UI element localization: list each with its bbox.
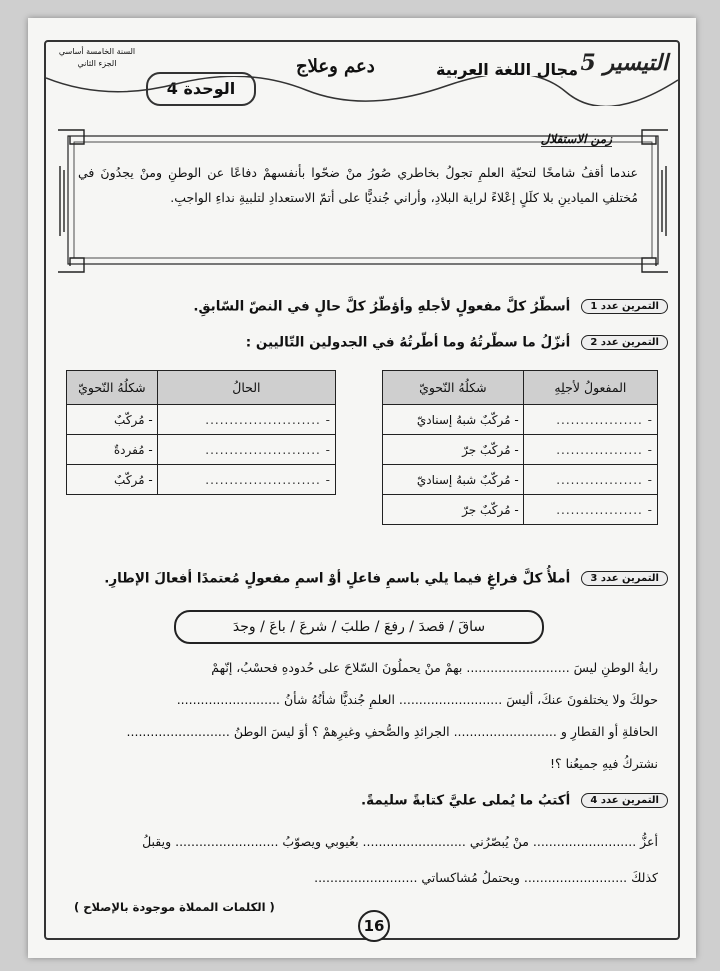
form-cell: - مُفردةٌ (67, 435, 158, 465)
column-header: الحالُ (157, 371, 335, 405)
exercise-2-label: التمرين عدد 2 (581, 335, 668, 350)
exercise-3-instruction: أملأُ كلَّ فراغٍ فيما يلي باسمِ فاعلٍ أوْ اسمِ مفعولٍ مُعتمدًا أفعالَ الإطارِ. (104, 570, 571, 587)
form-cell: - مُركّبٌ جرّ (383, 495, 524, 525)
table-row (383, 495, 658, 525)
exercise-1-instruction: أسطّرُ كلَّ مفعولٍ لأجلهِ وأؤطّرُ كلَّ حالٍ في النصّ السّابقِ. (193, 298, 571, 315)
exercise-2-instruction: أنزّلُ ما سطّرتُهُ وما أطّرتُهُ في الجدولين التّاليين : (245, 334, 571, 351)
answer-cell[interactable]: - ........................ (157, 465, 335, 495)
table-header-row (383, 371, 658, 405)
fill-in-line[interactable]: حولكَ ولا يختلفونَ عنكَ، أليسَ .......................... العلمِ جُنديًّا شأنُهُ شأنُ .......................... (176, 692, 658, 707)
grade-year: السنة الخامسة أساسي (58, 47, 136, 56)
exercise-1 (48, 296, 668, 315)
series-logo: التيسير 5 (580, 50, 668, 76)
column-header: شكلُهُ النّحويّ (383, 371, 524, 405)
column-header: شكلُهُ النّحويّ (67, 371, 158, 405)
form-cell: - مُركّبٌ (67, 405, 158, 435)
table-row (383, 405, 658, 435)
dictation-line[interactable]: كذلكَ .......................... ويحتملُ مُشاكساتي .......................... (314, 870, 658, 885)
exercise-4-label: التمرين عدد 4 (581, 793, 668, 808)
form-cell: - مُركّبٌ شبهُ إسناديّ (383, 465, 524, 495)
table-purpose-object (382, 370, 658, 525)
dictation-line[interactable]: أعزُّ .......................... منْ يُبصّرُني .......................... بعُيوبي ويصوّبُ .......................... ويقبلُ (142, 834, 658, 849)
fill-in-line[interactable]: نشتركُ فيهِ جميعُنا ؟! (550, 756, 658, 771)
passage-title: زمن الاستقلال (540, 132, 612, 146)
exercise-1-label: التمرين عدد 1 (581, 299, 668, 314)
answer-cell[interactable]: - .................. (523, 495, 657, 525)
reading-passage (54, 126, 672, 276)
form-cell: - مُركّبٌ شبهُ إسناديّ (383, 405, 524, 435)
subject-domain: مجال اللغة العربية (436, 60, 578, 79)
fill-in-line[interactable]: الحافلةِ أو القطارِ و .......................... الجرائدِ والصُّحفِ وغيرِهمْ ؟ أوَ ليسَ الوطنُ .......................... (126, 724, 658, 739)
answer-cell[interactable]: - .................. (523, 405, 657, 435)
table-circumstantial (66, 370, 336, 495)
exercise-4 (48, 790, 668, 809)
worksheet-page (28, 18, 696, 958)
answer-cell[interactable]: - .................. (523, 465, 657, 495)
grade-info (52, 46, 142, 70)
answer-cell[interactable]: - ........................ (157, 405, 335, 435)
form-cell: - مُركّبٌ جرّ (383, 435, 524, 465)
verb-word-bank: ساقَ / قصدَ / رفعَ / طلبَ / شرعَ / باعَ / وجدَ (174, 610, 544, 644)
header-wave-divider (46, 76, 678, 106)
lesson-topic: دعم وعلاج (296, 56, 375, 77)
table-row (383, 435, 658, 465)
page-frame (44, 40, 680, 940)
table-row (67, 435, 336, 465)
exercise-3-label: التمرين عدد 3 (581, 571, 668, 586)
page-number: 16 (358, 910, 390, 942)
unit-badge: الوحدة 4 (146, 72, 256, 106)
exercise-3 (48, 568, 668, 587)
answer-key-note: ( الكلمات المملاة موجودة بالإصلاح ) (74, 900, 275, 914)
exercise-4-instruction: أكتبُ ما يُملى عليَّ كتابةً سليمةً. (361, 792, 571, 809)
table-row (67, 405, 336, 435)
grade-part: الجزء الثاني (77, 59, 117, 68)
answer-cell[interactable]: - .................. (523, 435, 657, 465)
exercise-2 (48, 332, 668, 351)
table-row (383, 465, 658, 495)
table-row (67, 465, 336, 495)
form-cell: - مُركّبٌ (67, 465, 158, 495)
answer-cell[interactable]: - ........................ (157, 435, 335, 465)
fill-in-line[interactable]: رايةُ الوطنِ ليسَ .......................... بهمْ منْ يحملُونَ السّلاحَ على حُدودهِ فحسْبُ، إنّهمْ (211, 660, 658, 675)
table-header-row (67, 371, 336, 405)
page-header (46, 42, 678, 112)
column-header: المفعولُ لأجلِهِ (523, 371, 657, 405)
passage-text: عندما أقفُ شامخًا لتحيّة العلمِ تجولُ بخاطري صُورُ منْ ضحّوا بأنفسهمْ دفاعًا عن الوطنِ ومنْ يجدُونَ في مُختلفِ الميادينِ بلا كلَلٍ إعْلاءً لراية البلادِ، وأراني جُنديًّا على أتمّ الاستعدادِ لتلبيةِ نداءِ الواجبِ. (78, 165, 638, 205)
